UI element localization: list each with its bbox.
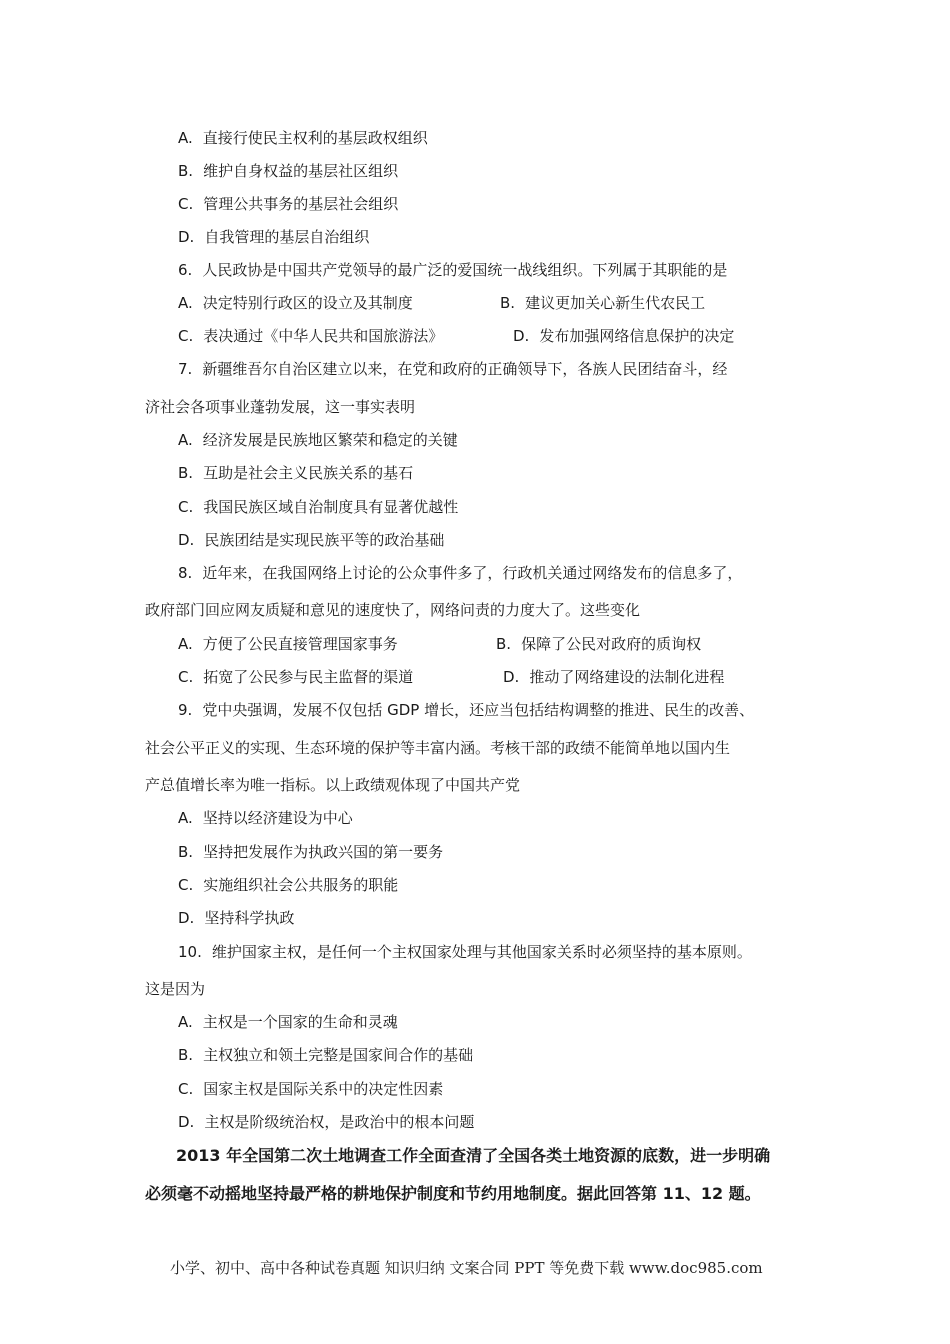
- q6-option-a: A. 决定特别行政区的设立及其制度: [178, 294, 413, 312]
- q8-option-d: D. 推动了网络建设的法制化进程: [503, 668, 725, 686]
- q8-option-c: C. 拓宽了公民参与民主监督的渠道: [178, 668, 414, 686]
- q8-stem-line1: 8. 近年来，在我国网络上讨论的公众事件多了，行政机关通过网络发布的信息多了，: [178, 564, 743, 582]
- page-footer: 小学、初中、高中各种试卷真题 知识归纳 文案合同 PPT 等免费下载 www.doc985.com: [170, 1259, 763, 1277]
- q10-option-c: C. 国家主权是国际关系中的决定性因素: [178, 1080, 444, 1098]
- q7-option-c: C. 我国民族区域自治制度具有显著优越性: [178, 498, 459, 516]
- q7-option-b: B. 互助是社会主义民族关系的基石: [178, 464, 414, 482]
- q8-option-b: B. 保障了公民对政府的质询权: [496, 635, 702, 653]
- q7-option-d: D. 民族团结是实现民族平等的政治基础: [178, 531, 445, 549]
- q9-option-c: C. 实施组织社会公共服务的职能: [178, 876, 399, 894]
- q6-stem: 6. 人民政协是中国共产党领导的最广泛的爱国统一战线组织。下列属于其职能的是: [178, 261, 728, 279]
- q5-option-c: C. 管理公共事务的基层社会组织: [178, 195, 399, 213]
- q9-stem-line3: 产总值增长率为唯一指标。以上政绩观体现了中国共产党: [145, 776, 521, 794]
- q10-option-b: B. 主权独立和领土完整是国家间合作的基础: [178, 1046, 474, 1064]
- q9-option-a: A. 坚持以经济建设为中心: [178, 809, 353, 827]
- q8-option-a: A. 方便了公民直接管理国家事务: [178, 635, 398, 653]
- q8-stem-line2: 政府部门回应网友质疑和意见的速度快了，网络问责的力度大了。这些变化: [145, 601, 641, 619]
- q9-stem-line2: 社会公平正义的实现、生态环境的保护等丰富内涵。考核干部的政绩不能简单地以国内生: [145, 739, 731, 757]
- q10-option-d: D. 主权是阶级统治权，是政治中的根本问题: [178, 1113, 475, 1131]
- q9-option-d: D. 坚持科学执政: [178, 909, 295, 927]
- q10-option-a: A. 主权是一个国家的生命和灵魂: [178, 1013, 398, 1031]
- material-line1: 2013 年全国第二次土地调查工作全面查清了全国各类土地资源的底数，进一步明确: [176, 1146, 771, 1165]
- q9-option-b: B. 坚持把发展作为执政兴国的第一要务: [178, 843, 444, 861]
- q10-stem-line1: 10. 维护国家主权，是任何一个主权国家处理与其他国家关系时必须坚持的基本原则。: [178, 943, 752, 961]
- q6-option-c: C. 表决通过《中华人民共和国旅游法》: [178, 327, 444, 345]
- q7-stem-line1: 7. 新疆维吾尔自治区建立以来，在党和政府的正确领导下，各族人民团结奋斗，经: [178, 360, 728, 378]
- material-line2: 必须毫不动摇地坚持最严格的耕地保护制度和节约用地制度。据此回答第 11、12 题。: [145, 1184, 761, 1203]
- q7-option-a: A. 经济发展是民族地区繁荣和稳定的关键: [178, 431, 458, 449]
- q7-stem-line2: 济社会各项事业蓬勃发展，这一事实表明: [145, 398, 416, 416]
- q5-option-d: D. 自我管理的基层自治组织: [178, 228, 370, 246]
- q6-option-b: B. 建议更加关心新生代农民工: [500, 294, 706, 312]
- q9-stem-line1: 9. 党中央强调，发展不仅包括 GDP 增长，还应当包括结构调整的推进、民生的改善、: [178, 701, 755, 719]
- q10-stem-line2: 这是因为: [145, 980, 206, 998]
- q6-option-d: D. 发布加强网络信息保护的决定: [513, 327, 735, 345]
- q5-option-b: B. 维护自身权益的基层社区组织: [178, 162, 399, 180]
- q5-option-a: A. 直接行使民主权利的基层政权组织: [178, 129, 428, 147]
